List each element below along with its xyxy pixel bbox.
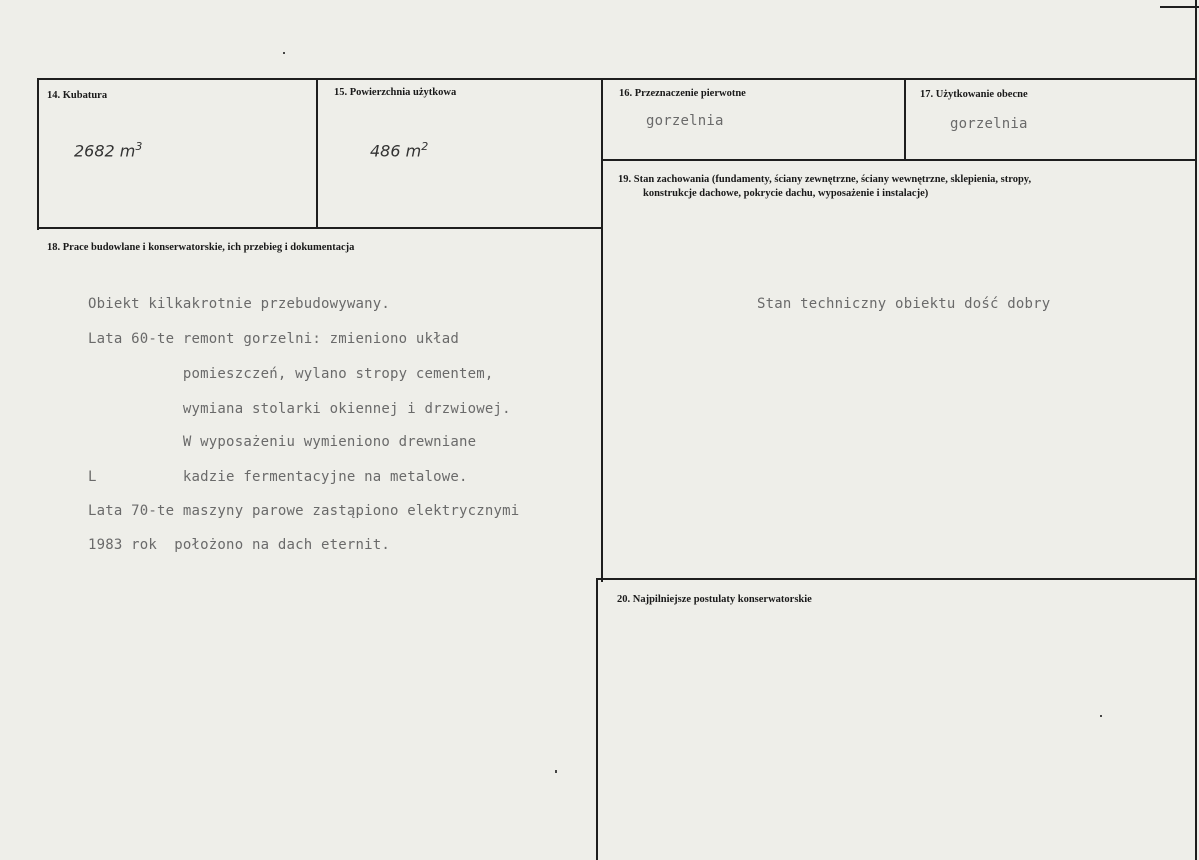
field-14-value: 2682 $m^3$ (74, 140, 143, 161)
field-18-line-3: pomieszczeń, wylano stropy cementem, (88, 366, 494, 382)
field-16-label: 16. Przeznaczenie pierwotne (619, 88, 746, 99)
rule-center (601, 78, 603, 582)
field-18-line-1: Obiekt kilkakrotnie przebudowywany. (88, 296, 391, 312)
field-18-line-2: Lata 60-te remont gorzelni: zmieniono układ (88, 331, 460, 347)
speck (555, 770, 557, 773)
field-18-line-8: 1983 rok położono na dach eternit. (88, 537, 391, 553)
rule-row1-bottom-left (37, 227, 602, 229)
rule-row1-bottom-right (602, 159, 1197, 161)
rule-14-15 (316, 78, 318, 229)
field-18-line-7: Lata 70-te maszyny parowe zastąpiono elektrycznymi (88, 503, 520, 519)
field-18-label: 18. Prace budowlane i konserwatorskie, ich przebieg i dokumentacja (47, 242, 355, 253)
rule-16-17 (904, 78, 906, 161)
rule-19-bottom (598, 578, 1197, 580)
field-20-label: 20. Najpilniejsze postulaty konserwatorskie (617, 594, 812, 605)
field-19-label: 19. Stan zachowania (fundamenty, ściany zewnętrzne, ściany wewnętrzne, sklepienia, stropy, (618, 174, 1032, 185)
field-19-value: Stan techniczny obiektu dość dobry (757, 296, 1051, 312)
field-15-label: 15. Powierzchnia użytkowa (334, 87, 457, 98)
field-16-value: gorzelnia (646, 113, 724, 129)
rule-right (1195, 0, 1197, 860)
field-18-line-6: L kadzie fermentacyjne na metalowe. (88, 469, 468, 485)
field-17-label: 17. Użytkowanie obecne (920, 89, 1028, 100)
rule-left (37, 78, 39, 230)
speck (283, 52, 285, 54)
speck (1100, 715, 1102, 717)
rule-center-lower (596, 578, 598, 860)
field-19-label-cont: konstrukcje dachowe, pokrycie dachu, wyposażenie i instalacje) (643, 188, 929, 199)
field-17-value: gorzelnia (950, 116, 1028, 132)
corner-mark (1160, 6, 1199, 8)
field-15-value: 486 $m^2$ (370, 140, 429, 161)
top-rule (37, 78, 1197, 80)
field-14-label: 14. Kubatura (47, 90, 108, 101)
field-18-line-4: wymiana stolarki okiennej i drzwiowej. (88, 401, 511, 417)
field-18-line-5: W wyposażeniu wymieniono drewniane (88, 434, 477, 450)
